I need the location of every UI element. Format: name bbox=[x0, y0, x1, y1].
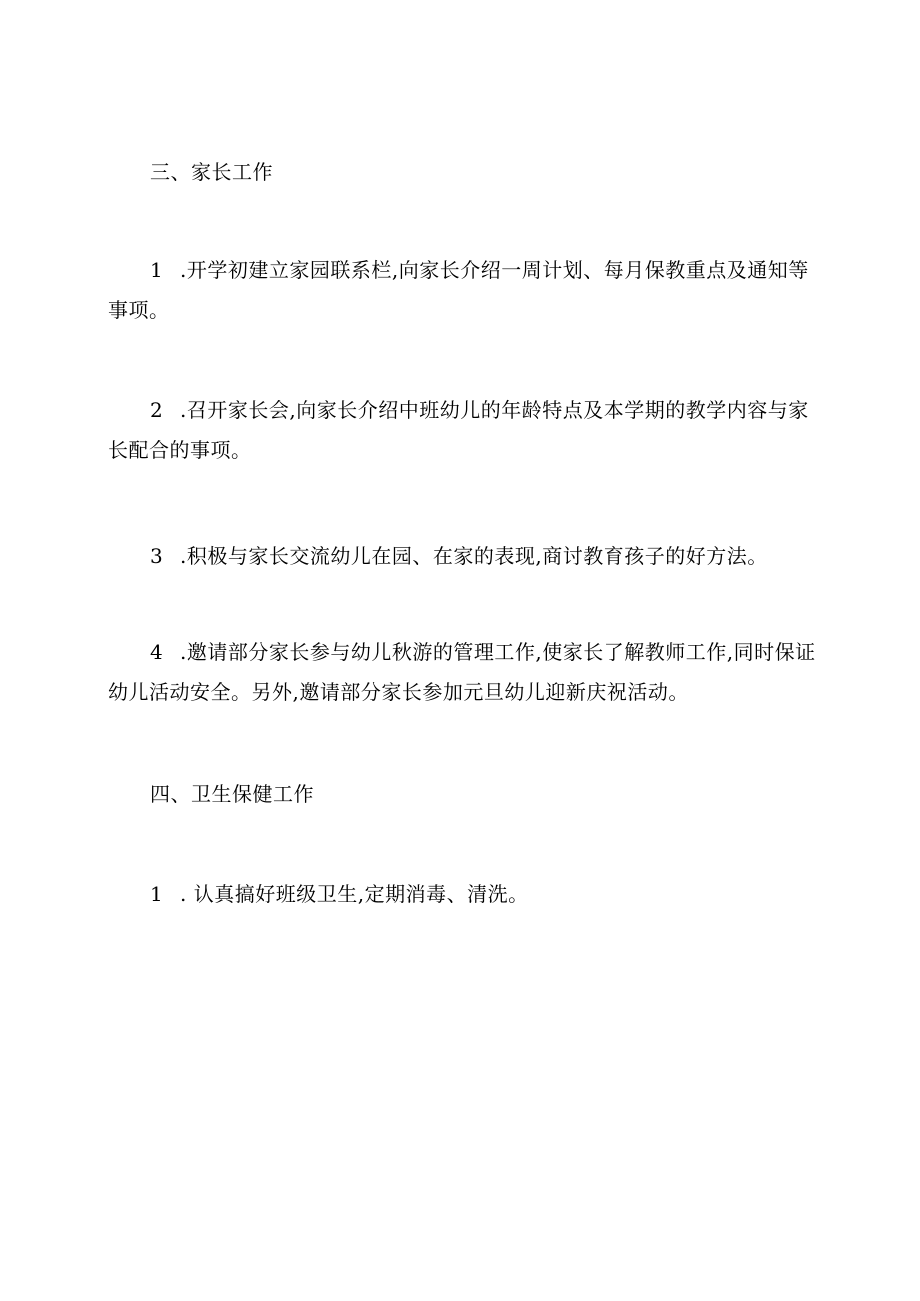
section-heading-parent-work: 三、家长工作 bbox=[150, 160, 273, 184]
item-text: . 认真搞好班级卫生,定期消毒、清洗。 bbox=[180, 882, 529, 906]
item-text: .开学初建立家园联系栏,向家长介绍一周计划、每月保教重点及通知等事项。 bbox=[108, 258, 809, 322]
list-item bbox=[108, 536, 828, 576]
item-text: .积极与家长交流幼儿在园、在家的表现,商讨教育孩子的好方法。 bbox=[180, 544, 768, 568]
list-item bbox=[108, 390, 828, 470]
item-text: .召开家长会,向家长介绍中班幼儿的年龄特点及本学期的教学内容与家长配合的事项。 bbox=[108, 398, 809, 462]
item-number: 2 bbox=[150, 398, 164, 422]
list-item bbox=[108, 632, 828, 712]
section-heading-health-work: 四、卫生保健工作 bbox=[150, 782, 314, 806]
item-number: 1 bbox=[150, 882, 164, 906]
list-item bbox=[108, 874, 828, 914]
list-item bbox=[108, 250, 828, 330]
item-text: .邀请部分家长参与幼儿秋游的管理工作,使家长了解教师工作,同时保证幼儿活动安全。另外,邀请部分家长参加元旦幼儿迎新庆祝活动。 bbox=[108, 640, 816, 704]
item-number: 4 bbox=[150, 640, 164, 664]
item-number: 3 bbox=[150, 544, 164, 568]
item-number: 1 bbox=[150, 258, 164, 282]
